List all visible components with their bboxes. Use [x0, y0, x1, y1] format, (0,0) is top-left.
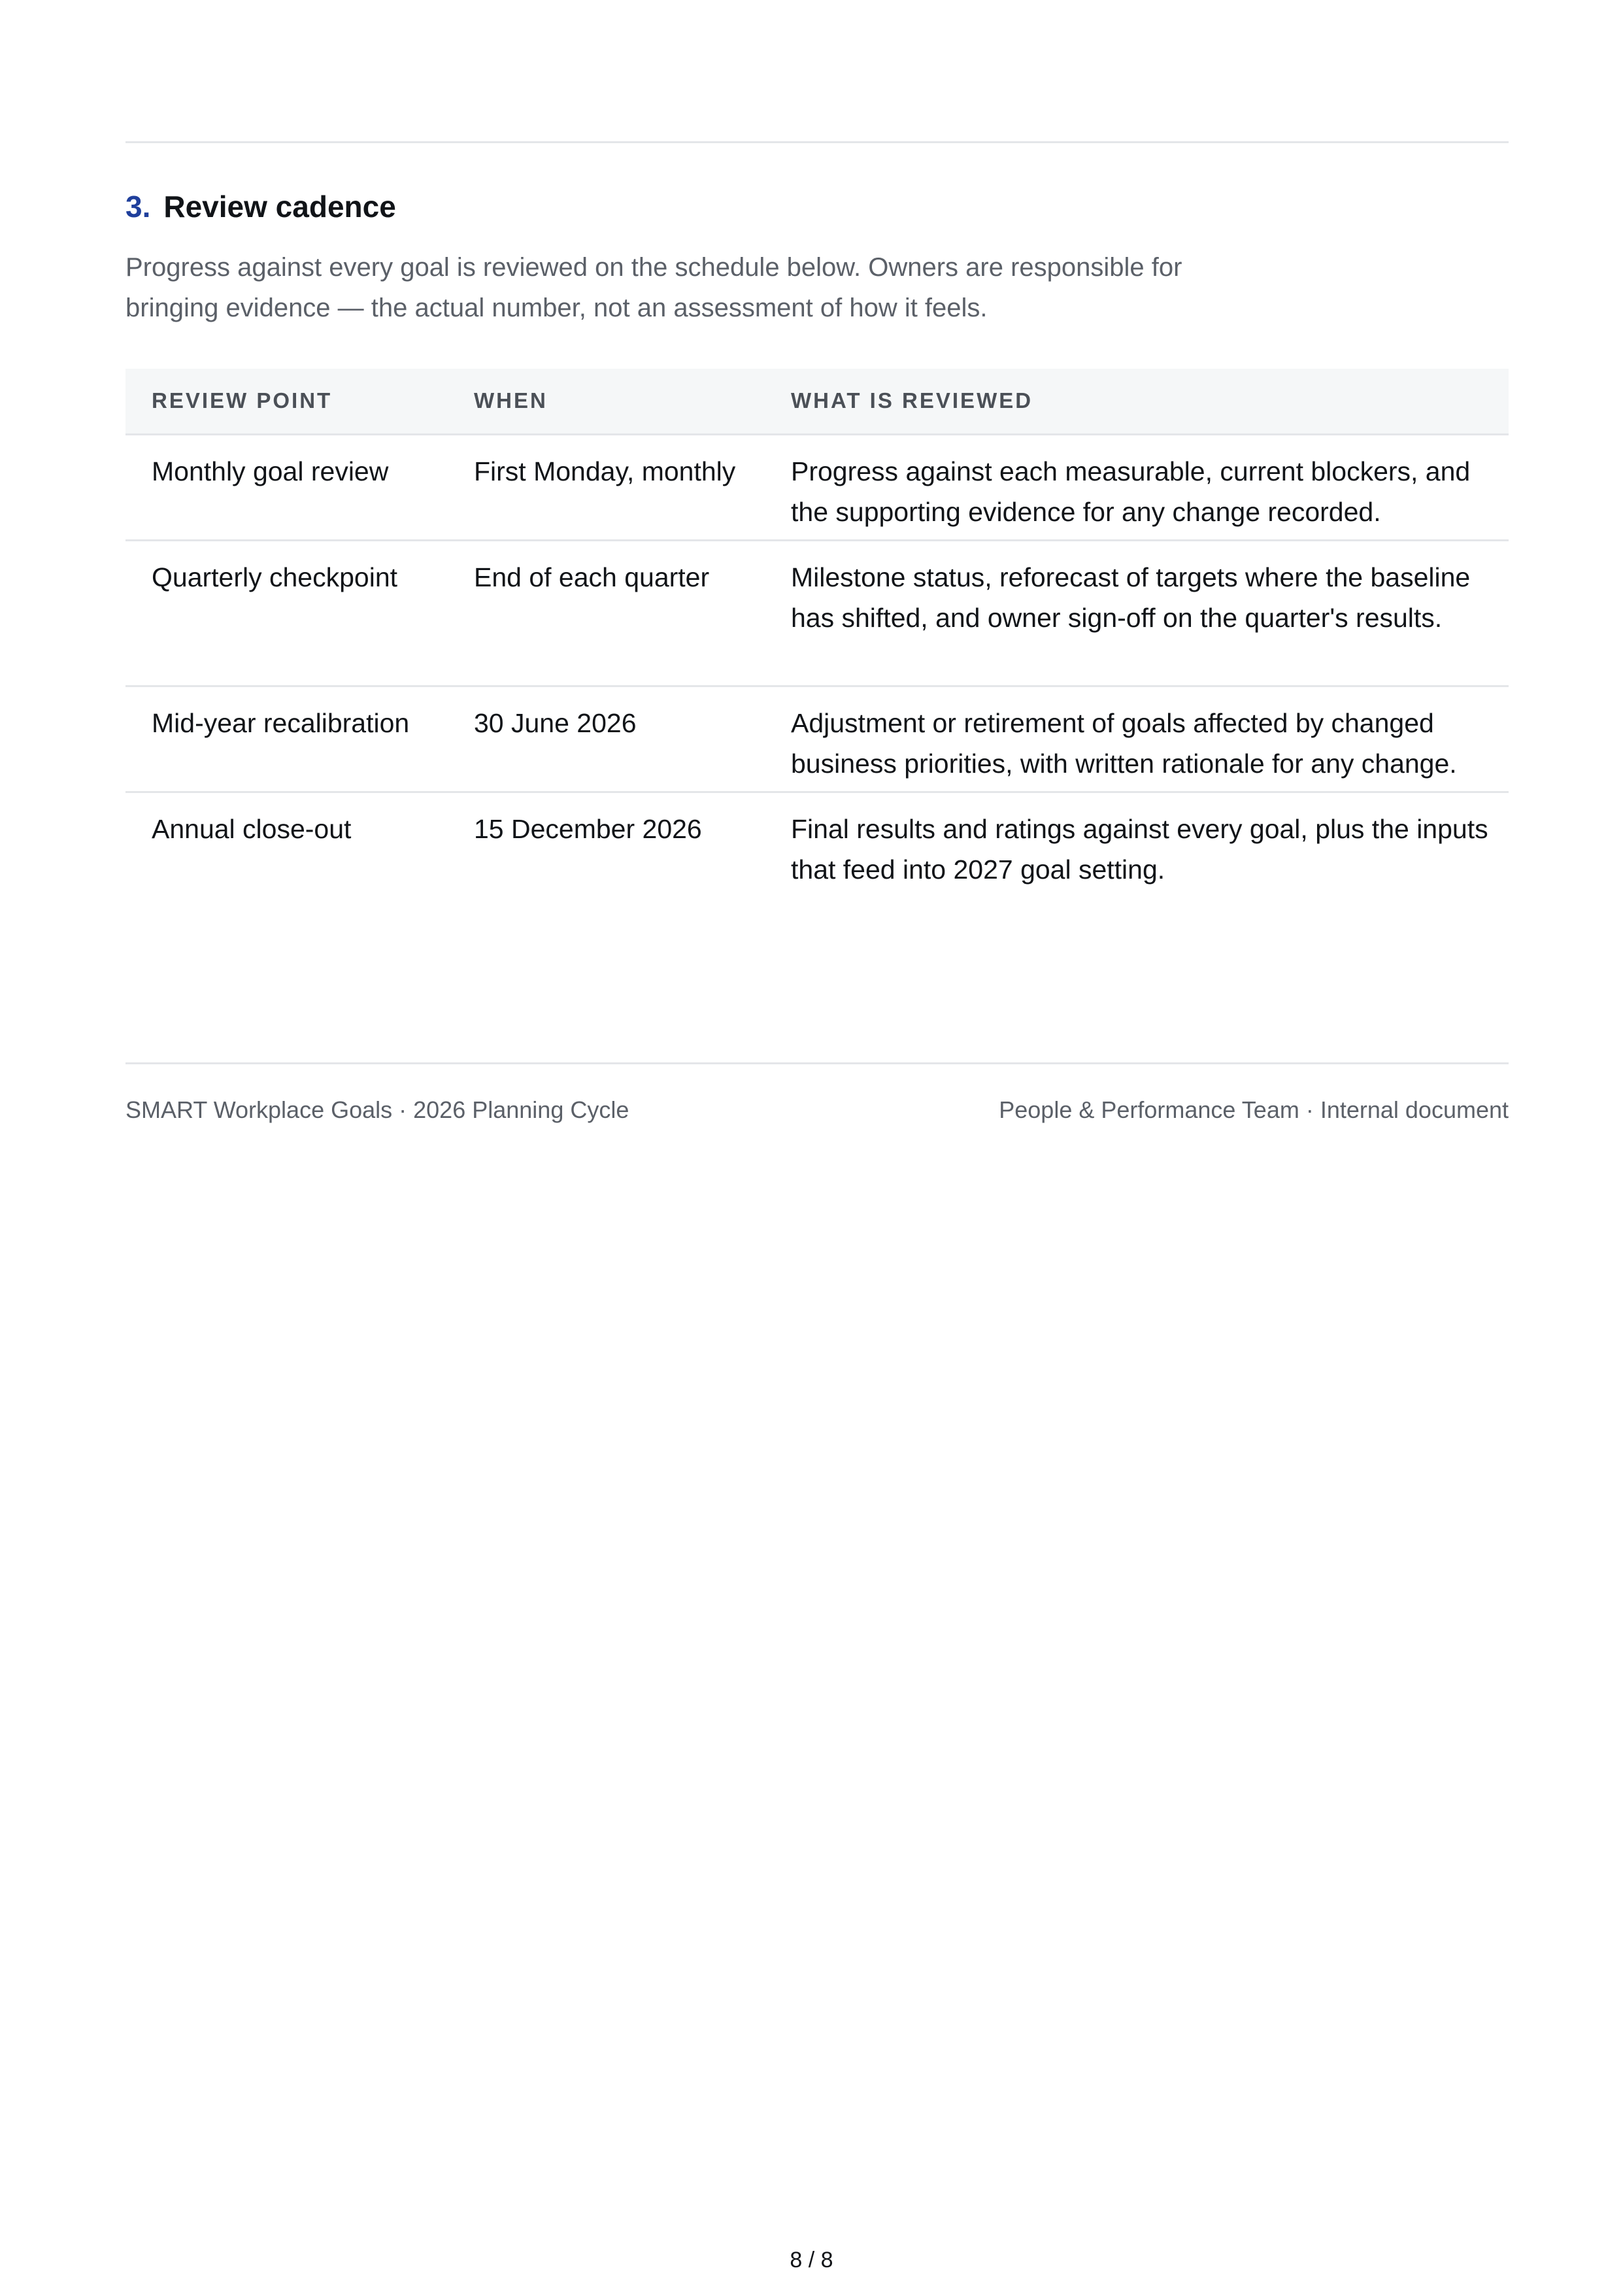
section-intro [125, 247, 1367, 328]
review-point-cell: Quarterly checkpoint [125, 540, 448, 686]
section-number: 3. [125, 190, 151, 224]
page-number: 8 / 8 [790, 2248, 833, 2272]
table-header-row [125, 369, 1509, 434]
table-row [125, 792, 1509, 898]
what-reviewed-cell: Adjustment or retirement of goals affected by changed business priorities, with written rationale for any change. [765, 686, 1509, 792]
column-header-when: WHEN [448, 369, 765, 434]
when-cell: 15 December 2026 [474, 813, 702, 844]
top-divider [125, 141, 1509, 143]
footer-owner: People & Performance Team · Internal document [999, 1096, 1509, 1123]
when-cell: First Monday, monthly [448, 434, 765, 540]
review-point-cell: Mid-year recalibration [125, 686, 448, 792]
footer-divider [125, 1062, 1509, 1064]
what-reviewed-cell: Progress against each measurable, current blockers, and the supporting evidence for any change recorded. [765, 434, 1509, 540]
review-cadence-table [125, 369, 1509, 898]
what-reviewed-cell: Milestone status, reforecast of targets where the baseline has shifted, and owner sign-off on the quarter's results. [765, 540, 1509, 686]
when-cell: End of each quarter [448, 540, 765, 686]
table-row [125, 434, 1509, 540]
when-cell: 30 June 2026 [448, 686, 765, 792]
section-heading [125, 184, 396, 229]
intro-line: bringing evidence — the actual number, not an assessment of how it feels. [125, 294, 988, 322]
review-point-cell: Annual close-out [152, 813, 352, 844]
column-header-review-point: REVIEW POINT [125, 369, 448, 434]
table-row [125, 686, 1509, 792]
review-point-cell: Monthly goal review [125, 434, 448, 540]
footer-document-title: SMART Workplace Goals · 2026 Planning Cycle [125, 1096, 629, 1123]
intro-line: Progress against every goal is reviewed on the schedule below. Owners are responsible for [125, 253, 1182, 282]
table-row [125, 540, 1509, 686]
column-header-what-is-reviewed: WHAT IS REVIEWED [765, 369, 1509, 434]
what-reviewed-cell: Final results and ratings against every goal, plus the inputs that feed into 2027 goal setting. [791, 813, 1488, 885]
section-title: Review cadence [163, 190, 396, 224]
